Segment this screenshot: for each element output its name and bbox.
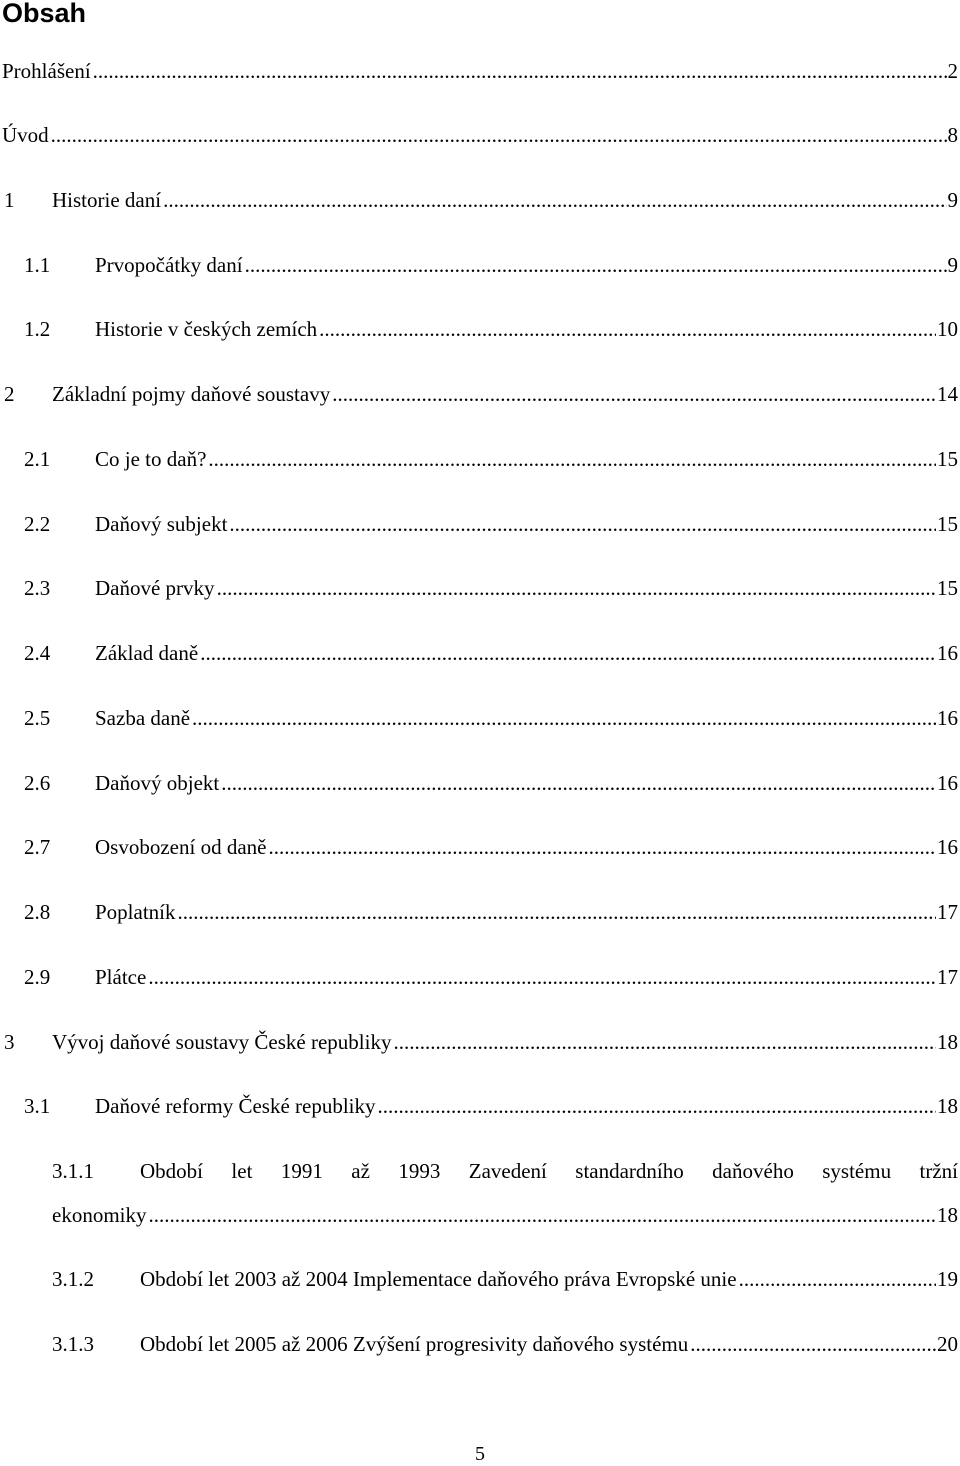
toc-entry-number: 2 [4,382,15,406]
toc-entry-title: Základní pojmy daňové soustavy [52,382,331,406]
dot-leader [51,122,947,148]
dot-leader [93,58,947,84]
dot-leader [208,446,936,472]
toc-entry-page: 16 [937,706,958,730]
dot-leader [393,1029,936,1055]
toc-entry-title: Úvod [2,123,49,147]
toc-entry-page: 10 [937,317,958,341]
toc-entry[interactable] [0,446,958,472]
toc-entry-page: 15 [937,512,958,536]
toc-entry[interactable] [0,511,958,537]
dot-leader [319,316,936,342]
toc-entry-title: Co je to daň? [95,447,207,471]
toc-entry-title: Daňový subjekt [95,512,228,536]
dot-leader [332,381,936,407]
toc-entry-page: 16 [937,771,958,795]
toc-entry[interactable] [0,834,958,860]
toc-entry-title: Poplatník [95,900,176,924]
toc-entry-title: Období let 2003 až 2004 Implementace daňového práva Evropské unie [140,1267,737,1291]
toc-entry-title: Osvobození od daně [95,835,267,859]
toc-entry-title: Základ daně [95,641,199,665]
toc-entry-number: 1.2 [24,317,51,341]
toc-entry-title: Plátce [95,965,147,989]
toc-entry-title: Období let 2005 až 2006 Zvýšení progresivity daňového systému [140,1332,689,1356]
toc-entry[interactable] [0,58,958,84]
toc-entry-title: Daňové reformy České republiky [95,1094,376,1118]
toc-entry[interactable] [0,640,958,666]
dot-leader [200,640,936,666]
toc-entry[interactable] [0,899,958,925]
dot-leader [149,1202,937,1228]
dot-leader [229,511,936,537]
toc-entry-title: Historie daní [52,188,162,212]
dot-leader [217,575,936,601]
toc-entry-number: 2.6 [24,771,51,795]
toc-entry-page: 16 [937,835,958,859]
dot-leader [178,899,936,925]
footer-page-number: 5 [475,1443,485,1465]
toc-entry-title: Historie v českých zemích [95,317,318,341]
toc-entry[interactable] [0,381,958,407]
toc-entry-number: 3 [4,1030,15,1054]
toc-entry[interactable] [0,1029,958,1055]
toc-entry-title: Prvopočátky daní [95,253,243,277]
toc-entry-continuation[interactable] [0,1202,958,1228]
toc-entry[interactable] [0,964,958,990]
dot-leader [378,1093,937,1119]
toc-entry[interactable] [0,770,958,796]
toc-entry-page: 20 [937,1332,958,1356]
toc-entry-number: 2.9 [24,965,51,989]
toc-entry-number: 2.1 [24,447,51,471]
toc-entry-number: 3.1.3 [52,1332,94,1356]
toc-entry-number: 2.7 [24,835,51,859]
toc-entry-number: 2.3 [24,576,51,600]
dot-leader [739,1266,936,1292]
toc-entry[interactable] [0,316,958,342]
toc-entry-page: 8 [947,123,958,147]
toc-entry-page: 2 [947,59,958,83]
toc-entry-number: 3.1 [24,1094,51,1118]
toc-entry[interactable] [0,1158,958,1184]
dot-leader [192,705,936,731]
toc-entry-page: 14 [937,382,958,406]
dot-leader [148,964,936,990]
toc-entry-number: 1 [4,188,15,212]
toc-entry-number: 3.1.2 [52,1267,94,1291]
toc-entry-number: 2.8 [24,900,51,924]
toc-entry-number: 2.5 [24,706,51,730]
toc-entry[interactable] [0,575,958,601]
toc-entry-page: 18 [937,1203,958,1227]
dot-leader [690,1331,936,1357]
dot-leader [221,770,936,796]
toc-entry-number: 3.1.1 [52,1159,94,1183]
toc-entry-title: Vývoj daňové soustavy České republiky [52,1030,392,1054]
toc-entry[interactable] [0,1093,958,1119]
toc-entry-title-line2: ekonomiky [52,1203,147,1227]
toc-entry[interactable] [0,1331,958,1357]
toc-entry-page: 9 [947,188,958,212]
toc-entry-title: Daňové prvky [95,576,215,600]
page-title: Obsah [2,0,87,28]
toc-entry-title: Sazba daně [95,706,191,730]
toc-entry[interactable] [0,1266,958,1292]
toc-entry-page: 9 [947,253,958,277]
dot-leader [245,252,947,278]
toc-entry-page: 18 [937,1030,958,1054]
toc-entry-number: 2.2 [24,512,51,536]
toc-entry-page: 17 [937,900,958,924]
toc-entry-number: 2.4 [24,641,51,665]
toc-entry-page: 15 [937,576,958,600]
toc-entry[interactable] [0,187,958,213]
toc-entry-page: 16 [937,641,958,665]
toc-entry[interactable] [0,122,958,148]
dot-leader [163,187,946,213]
toc-entry-page: 15 [937,447,958,471]
dot-leader [268,834,936,860]
toc-entry-title: Daňový objekt [95,771,220,795]
toc-entry-page: 17 [937,965,958,989]
toc-entry-page: 18 [937,1094,958,1118]
toc-entry-page: 19 [937,1267,958,1291]
toc-entry-number: 1.1 [24,253,51,277]
toc-entry[interactable] [0,252,958,278]
toc-entry-title-line1: Období let 1991 až 1993 Zavedení standardního daňového systému tržní [140,1159,958,1183]
toc-entry-title: Prohlášení [2,59,91,83]
toc-entry[interactable] [0,705,958,731]
